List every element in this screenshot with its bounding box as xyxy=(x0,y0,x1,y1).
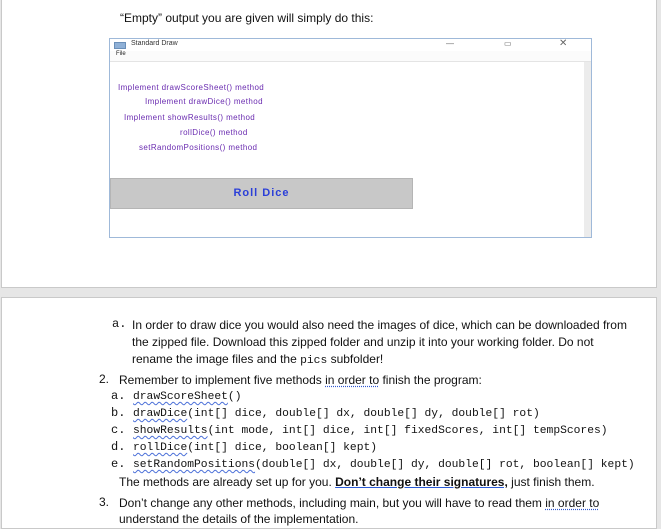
method-draw-score-sheet: drawScoreSheet() xyxy=(133,391,242,403)
method-d-marker: d. xyxy=(111,440,126,454)
stub-roll-dice: rollDice() method xyxy=(180,128,248,137)
close-icon[interactable]: ✕ xyxy=(559,38,568,49)
window-titlebar xyxy=(110,39,591,51)
item-3-line2: understand the details of the implementation. xyxy=(119,512,359,526)
stub-draw-score-sheet: Implement drawScoreSheet() method xyxy=(118,83,265,92)
method-a-marker: a. xyxy=(111,389,126,403)
minimize-icon[interactable]: — xyxy=(446,39,454,48)
item-3-marker: 3. xyxy=(99,495,110,509)
maximize-icon[interactable]: ▭ xyxy=(504,39,512,48)
stub-show-results: Implement showResults() method xyxy=(124,113,256,122)
stub-draw-dice: Implement drawDice() method xyxy=(145,97,263,106)
method-show-results: showResults(int mode, int[] dice, int[] fixedScores, int[] tempScores) xyxy=(133,425,608,437)
dont-change-signatures: Don’t change their signatures, xyxy=(335,475,508,489)
signatures-note: The methods are already set up for you. Don’t change their signatures, just finish them. xyxy=(119,475,595,489)
intro-text: “Empty” output you are given will simply do this: xyxy=(120,11,374,25)
item-a-line3: rename the image files and the pics subfolder! xyxy=(132,352,384,367)
method-roll-dice: rollDice(int[] dice, boolean[] kept) xyxy=(133,442,378,454)
item-2-marker: 2. xyxy=(99,372,110,386)
stub-set-random-positions: setRandomPositions() method xyxy=(139,143,258,152)
canvas-scrollbar[interactable] xyxy=(584,62,591,237)
app-icon xyxy=(114,42,126,49)
window-menubar xyxy=(110,51,591,62)
page-upper xyxy=(1,0,657,288)
method-c-marker: c. xyxy=(111,423,126,437)
item-a-line2: the zipped file. Download this zipped folder and unzip it into your working folder. Do not xyxy=(132,335,594,349)
in-order-to: in order to xyxy=(325,373,380,387)
window-title: Standard Draw xyxy=(131,40,178,47)
method-draw-dice: drawDice(int[] dice, double[] dx, double[] dy, double[] rot) xyxy=(133,408,540,420)
page-lower xyxy=(1,297,657,529)
method-e-marker: e. xyxy=(111,457,126,471)
item-2-text: Remember to implement five methods in order to finish the program: xyxy=(119,373,482,387)
menu-file[interactable]: File xyxy=(116,51,126,57)
item-3-line1: Don’t change any other methods, including main, but you will have to read them in order to xyxy=(119,496,600,510)
pics-code: pics xyxy=(300,355,328,367)
method-set-random-positions: setRandomPositions(double[] dx, double[] dy, double[] rot, boolean[] kept) xyxy=(133,459,635,471)
roll-dice-button[interactable]: Roll Dice xyxy=(110,178,413,209)
method-b-marker: b. xyxy=(111,406,126,420)
standard-draw-window xyxy=(109,38,592,238)
item-a-line1: In order to draw dice you would also need the images of dice, which can be downloaded from xyxy=(132,318,627,332)
in-order-to-2: in order to xyxy=(545,496,600,510)
item-a-marker: a. xyxy=(112,317,127,331)
draw-canvas xyxy=(110,62,584,237)
